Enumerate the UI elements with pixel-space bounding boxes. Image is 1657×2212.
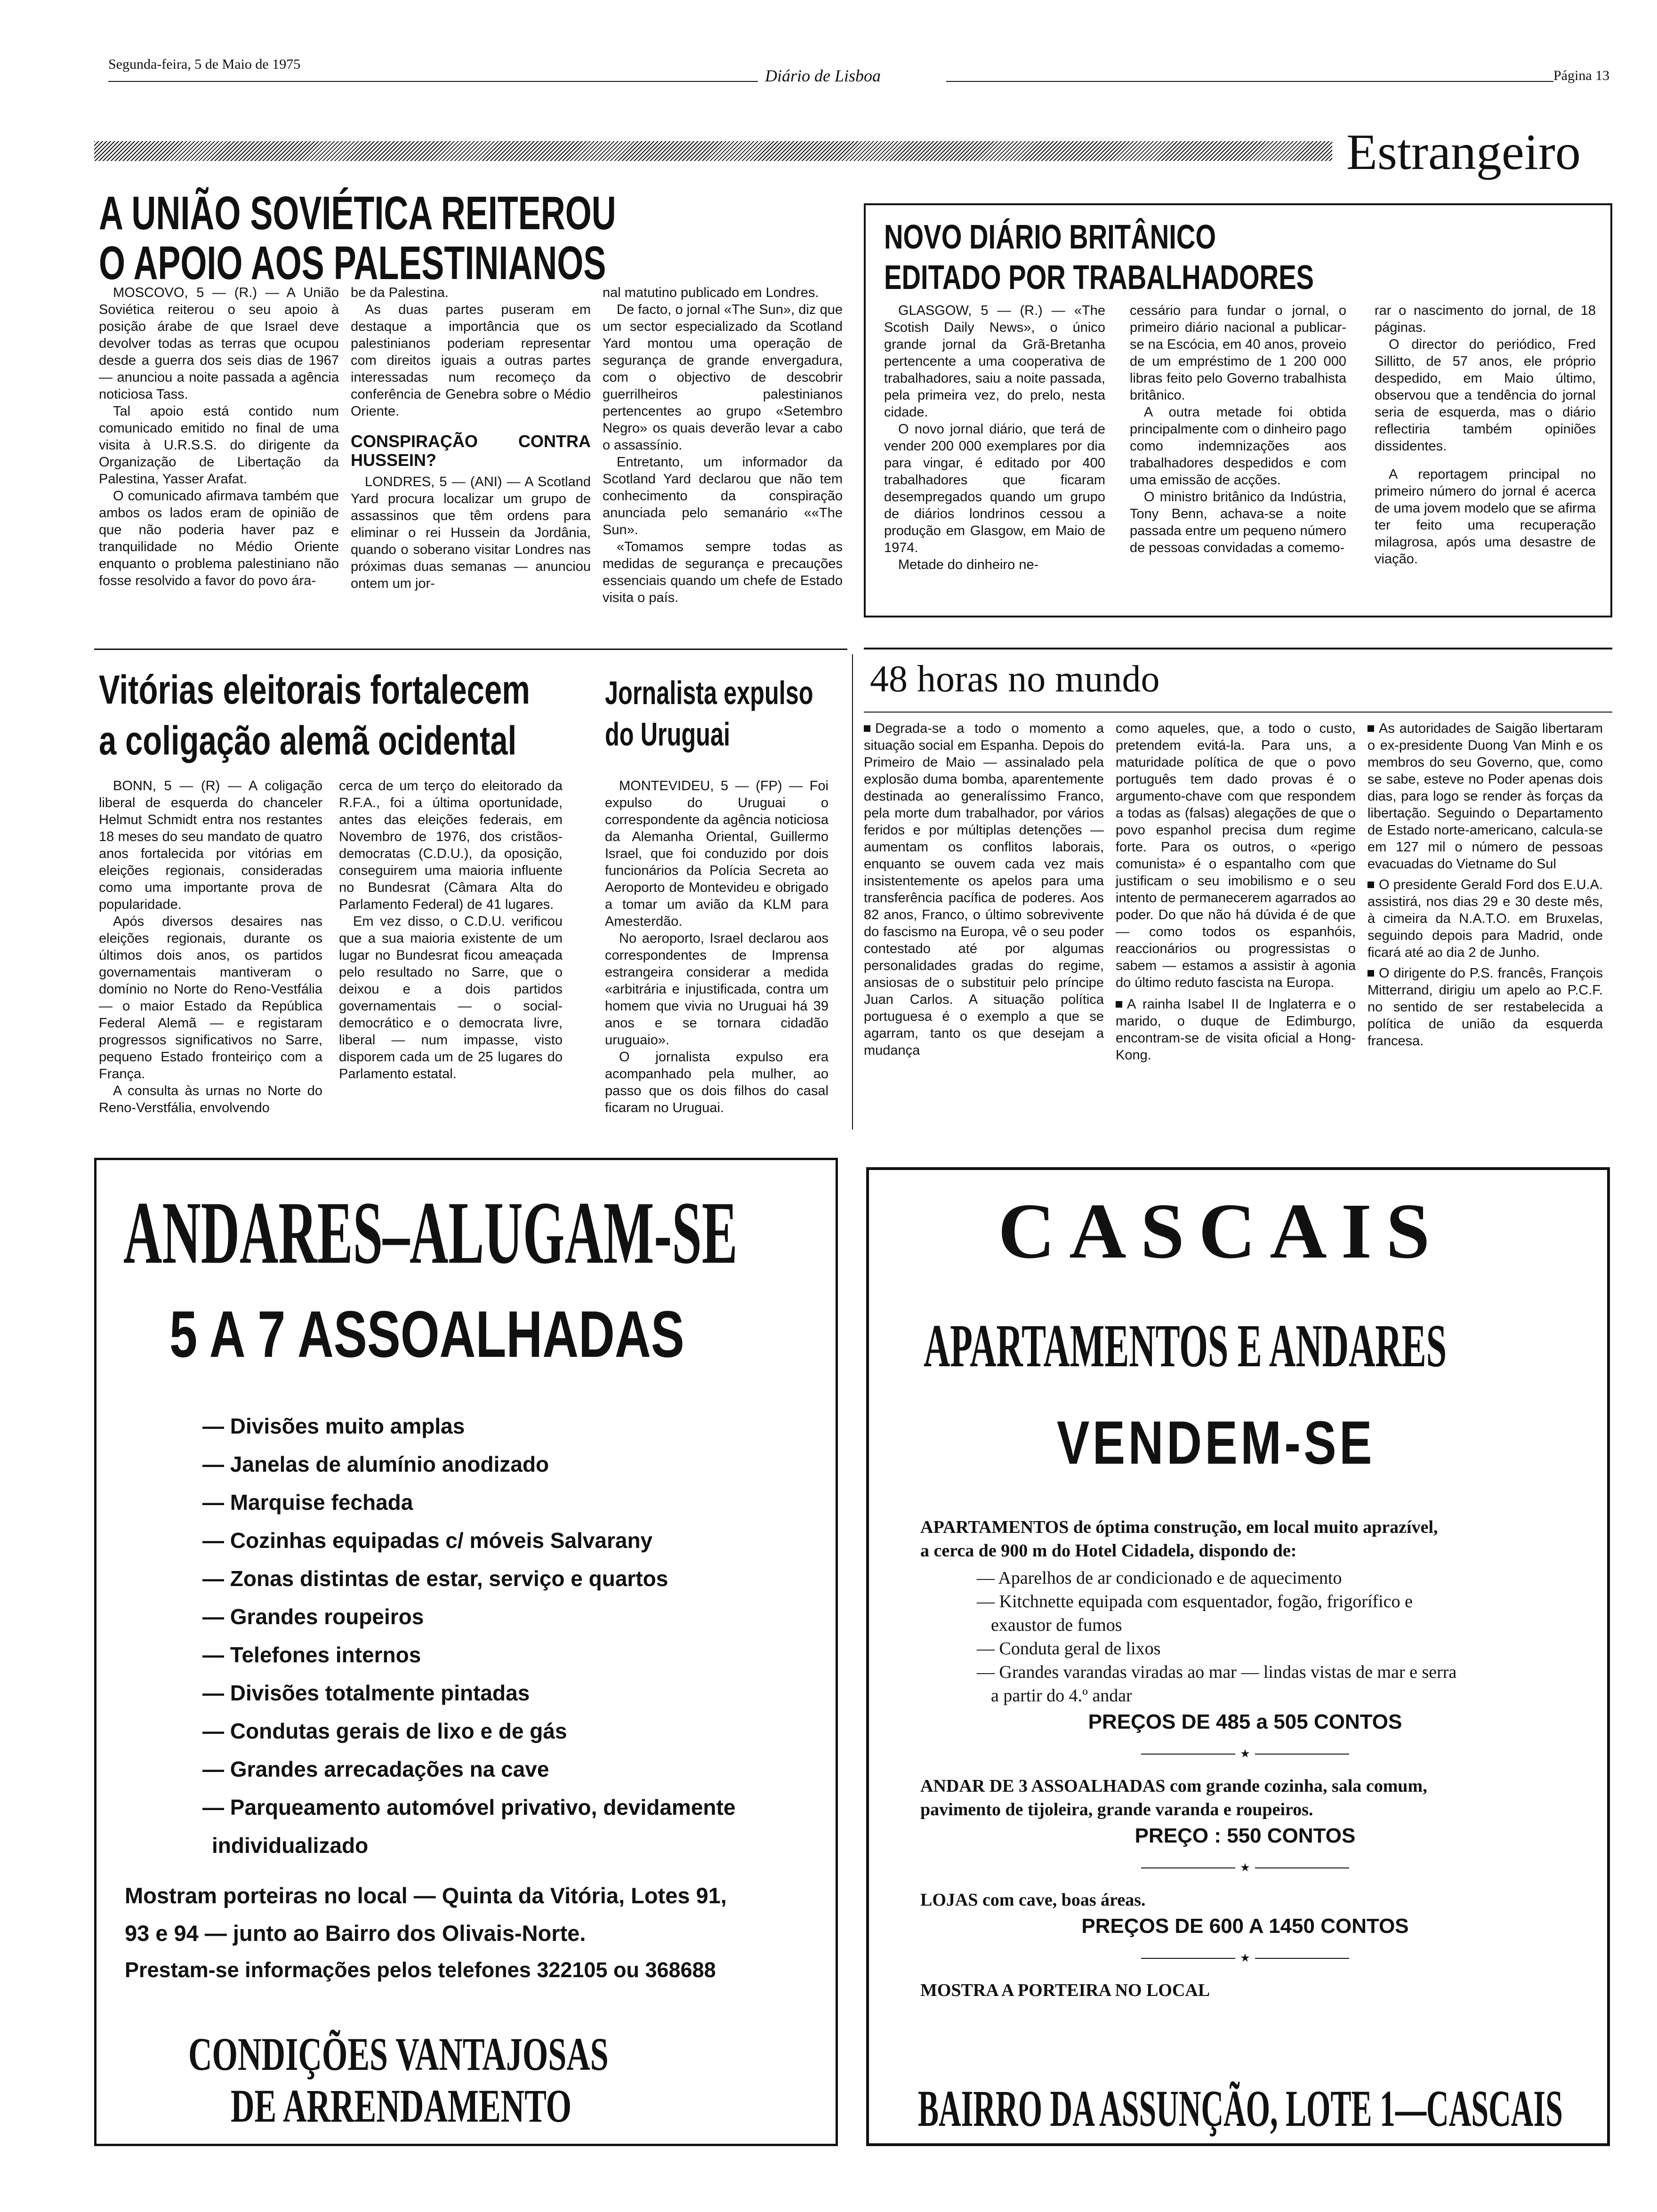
header-rule-right: [946, 81, 1553, 82]
ad-cascais-andar-line2: pavimento de tijoleira, grande varanda e roupeiros.: [920, 1800, 1313, 1819]
bulleted-paragraph: Degrada-se a todo o momento a situação social em Espanha. Depois do Primeiro de Maio — assinalado pela explosão duma bomba, aparentemente destinada ao generalíssimo Franco, pela morte dum trabalhador, por vários feridos e por múltiplas detenções — aumentam os conflitos laborais, enquanto se ouvem cada vez mais insistentemente os apelos para uma transferência pacífica de poderes. Aos 82 anos, Franco, o último sobrevivente do fascismo na Europa, vê o seu poder contestado até por algumas personalidades gradas do regime, ansiosas de o substituir pelo príncipe Juan Carlos. A situação política portuguesa é o exemplo a que se agarram, tanto os que desejam a mudança: [864, 721, 1104, 1058]
paragraph: cerca de um terço do eleitorado da R.F.A., foi a última oportunidade, antes das eleições federais, em Novembro de 1976, dos cristãos-democratas (C.D.U.), da oposição, conseguirem uma maioria influente no Bundesrat (Câmara Alta do Parlamento Federal) de 41 lugares.: [339, 778, 563, 912]
article-ussr-col2: [351, 284, 591, 592]
headline-germany-line2: a coligação alemã ocidental: [99, 718, 517, 763]
feature-item: — Janelas de alumínio anodizado: [202, 1452, 549, 1476]
paragraph: O director do periódico, Fred Sillitto, de 57 anos, ele próprio despedido, em Maio último, observou que a tendência do jornal seria de esquerda, mas o diário reflectiria também opiniões dissidentes.: [1375, 337, 1596, 454]
feature-item: — Condutas gerais de lixo e de gás: [202, 1719, 567, 1743]
bulleted-paragraph: O presidente Gerald Ford dos E.U.A. assistirá, nos dias 29 e 30 deste mês, à cimeira da N.A.T.O. em Bruxelas, seguindo depois para Madrid, onde ficará até ao dia 2 de Junho.: [1367, 877, 1603, 960]
section-hatch-bar: [94, 141, 1332, 161]
article-britain-col3: [1375, 302, 1596, 568]
paragraph: nal matutino publicado em Londres.: [603, 285, 819, 300]
ad-andares-visit-line1: Mostram porteiras no local — Quinta da Vitória, Lotes 91,: [125, 1883, 727, 1908]
headline-48h: 48 horas no mundo: [870, 658, 1160, 700]
masthead-name: Diário de Lisboa: [765, 66, 881, 85]
article-germany-col2: [339, 777, 563, 1082]
headline-britain-line2: EDITADO POR TRABALHADORES: [884, 259, 1314, 297]
ad-cascais-features: [920, 1566, 1570, 1707]
paragraph: A outra metade foi obtida principalmente com o dinheiro pago como indemnizações aos trabalhadores despedidos e com uma emissão de acções.: [1130, 405, 1346, 488]
feature-item: — Grandes varandas viradas ao mar — lindas vistas de mar e serra: [977, 1662, 1457, 1682]
feature-item: — Parqueamento automóvel privativo, devidamente: [202, 1795, 736, 1819]
bullet-square-icon: [864, 725, 870, 732]
headline-germany-line1: Vitórias eleitorais fortalecem: [99, 667, 530, 713]
paragraph: No aeroporto, Israel declarou aos correspondentes de Imprensa estrangeira considerar a medida «arbitrária e injustificada, contra um homem que vivia no Uruguai há 39 anos e se tornara cidadão uruguaio».: [605, 931, 828, 1048]
article-britain-col1: [884, 302, 1105, 573]
feature-item: — Conduta geral de lixos: [977, 1639, 1161, 1659]
ad-andares-footer-line2: DE ARRENDAMENTO: [231, 2080, 572, 2132]
subheading-conspiracy: CONSPIRAÇÃO CONTRA HUSSEIN?: [351, 432, 591, 470]
paragraph: MOSCOVO, 5 — (R.) — A União Soviética reiterou o seu apoio à posição árabe de que Israel deve devolver todas as terras que ocupou desde a guerra dos seis dias de 1967 — anunciou a noite passada a agência noticiosa Tass.: [99, 285, 339, 402]
ad-cascais-lojas: LOJAS com cave, boas áreas.: [920, 1890, 1146, 1910]
headline-britain-line1: NOVO DIÁRIO BRITÂNICO: [884, 218, 1216, 256]
ad-cascais-body: [920, 1515, 1570, 2002]
feature-item: individualizado: [212, 1833, 369, 1858]
paragraph: As duas partes puseram em destaque a importância que os palestinianos poderiam representar com direitos iguais a outras partes interessadas num recomeço da conferência de Genebra sobre o Médio Oriente.: [351, 302, 591, 419]
paragraph: BONN, 5 — (R) — A coligação liberal de esquerda do chanceler Helmut Schmidt entra nos restantes 18 meses do seu mandato de quatro anos fortalecida por vitórias em eleições regionais, consideradas como uma importante prova de popularidade.: [99, 778, 322, 912]
paragraph: como aqueles, que, a todo o custo, pretendem evitá-la. Para uns, a maturidade política de que o povo português tem dado provas é o argumento-chave com que respondem a todas as (falsas) alegações de que o povo espanhol precisa dum regime forte. Para os outros, o «perigo comunista» é o espantalho com que justificam o seu imobilismo e o seu intento de permanecerem agarrados ao poder. Do que não há dúvida é de que — como todos os espanhóis, reaccionários ou progressistas o sabem — estamos a assistir à agonia do último reduto fascista na Europa.: [1116, 721, 1356, 990]
feature-item: — Divisões muito amplas: [202, 1414, 465, 1438]
paragraph: Entretanto, um informador da Scotland Yard declarou que não tem conhecimento da conspiração anunciada pelo semanário ««The Sun».: [603, 455, 843, 537]
article-uruguay-col1: [605, 777, 828, 1116]
bulleted-paragraph: As autoridades de Saigão libertaram o ex-presidente Duong Van Minh e os membros do seu Governo, que, como se sabe, esteve no Poder apenas dois dias, para logo se render às forças da libertação. Seguindo o Departamento de Estado norte-americano, calcula-se em 127 mil o número de pessoas evacuadas do Vietname do Sul: [1367, 721, 1603, 872]
ad-cascais-footer: BAIRRO DA ASSUNÇÃO, LOTE 1—CASCAIS: [918, 2080, 1563, 2137]
paragraph: rar o nascimento do jornal, de 18 páginas.: [1375, 303, 1596, 335]
bullet-square-icon: [1367, 725, 1374, 732]
headline-ussr-line2: O APOIO AOS PALESTINIANOS: [99, 237, 606, 289]
paragraph: O novo jornal diário, que terá de vender 200 000 exemplares por dia para vingar, é editado por 400 trabalhadores que ficaram desempregados quando um grupo de diários londrinos cessou a produção em Glasgow, em Maio de 1974.: [884, 422, 1105, 555]
paragraph: Tal apoio está contido num comunicado emitido no final de uma visita à U.R.S.S. do dirigente da Organização de Libertação da Palestina, Yasser Arafat.: [99, 404, 339, 487]
headline-uruguay-line1: Jornalista expulso: [605, 674, 813, 711]
bullet-square-icon: [1367, 970, 1374, 977]
ad-andares-features: [202, 1407, 735, 1865]
feature-item: — Aparelhos de ar condicionado e de aquecimento: [977, 1568, 1342, 1588]
ad-cascais-porteira: MOSTRA A PORTEIRA NO LOCAL: [920, 1980, 1210, 2000]
ad-cascais-intro-line2: a cerca de 900 m do Hotel Cidadela, dispondo de:: [920, 1541, 1297, 1561]
headline-48h-rule: [864, 712, 1612, 713]
ad-cascais-subtitle-line2: VENDEM-SE: [1057, 1408, 1375, 1477]
paragraph: De facto, o jornal «The Sun», diz que um sector especializado da Scotland Yard montou uma operação de segurança de grande envergadura, com o objectivo de descobrir guerrilheiros palestinianos pertencentes ao grupo «Setembro Negro» os quais deverão levar a cabo o assassínio.: [603, 302, 843, 453]
article-ussr-col1: [99, 284, 339, 589]
article-ussr-col3: [603, 284, 843, 606]
feature-item: exaustor de fumos: [991, 1615, 1122, 1635]
paragraph: Em vez disso, o C.D.U. verificou que a sua maioria existente de um lugar no Bundesrat ficou ameaçada pelo resultado no Sarre, que o deixou e a dois partidos governamentais — o social-democrático e o democrata livre, liberal — num impasse, visto disporem cada um de 25 lugares do Parlamento estatal.: [339, 914, 563, 1082]
bullet-square-icon: [1367, 882, 1374, 888]
separator: [920, 1856, 1570, 1880]
paragraph: «Tomamos sempre todas as medidas de segurança e precauções essenciais quando um chefe de Estado visita o país.: [603, 539, 843, 605]
ad-cascais-price3: PREÇOS DE 600 A 1450 CONTOS: [1081, 1915, 1409, 1938]
feature-item: — Divisões totalmente pintadas: [202, 1681, 530, 1705]
ad-andares-subtitle: 5 A 7 ASSOALHADAS: [169, 1297, 684, 1371]
paragraph: be da Palestina.: [351, 285, 449, 300]
article-48h-col3: [1367, 720, 1603, 1050]
feature-item: a partir do 4.º andar: [991, 1686, 1132, 1706]
feature-item: — Grandes roupeiros: [202, 1604, 424, 1629]
ad-cascais-subtitle-line1: APARTAMENTOS E ANDARES: [924, 1312, 1447, 1380]
star-icon: ★: [1240, 1748, 1250, 1760]
bulleted-paragraph: A rainha Isabel II de Inglaterra e o marido, o duque de Edimburgo, encontram-se de visita oficial a Hong-Kong.: [1116, 997, 1356, 1063]
paragraph: MONTEVIDEU, 5 — (FP) — Foi expulso do Uruguai o correspondente da agência noticiosa da Alemanha Oriental, Guillermo Israel, que foi conduzido por dois funcionários da Polícia Secreta ao Aeroporto de Montevideu e obrigado a tomar um avião da KLM para Amesterdão.: [605, 778, 828, 929]
paragraph: A reportagem principal no primeiro número do jornal é acerca de uma jovem modelo que se afirma ter feito uma recuperação milagrosa, após uma desastre de viação.: [1375, 467, 1596, 567]
paragraph: Metade do dinheiro ne-: [898, 557, 1039, 572]
article-48h-col1: [864, 720, 1104, 1060]
paragraph: O jornalista expulso era acompanhado pela mulher, ao passo que os dois filhos do casal ficaram no Uruguai.: [605, 1050, 828, 1115]
feature-item: — Kitchnette equipada com esquentador, fogão, frigorífico e: [977, 1592, 1413, 1611]
paragraph: cessário para fundar o jornal, o primeiro diário nacional a publicar-se na Escócia, em 40 anos, proveio de um empréstimo de 1 200 000 libras feito pelo Governo trabalhista britânico.: [1130, 303, 1346, 403]
article-germany-col1: [99, 777, 322, 1116]
paragraph: O comunicado afirmava também que ambos os lados eram de opinião de que não poderia haver paz e tranquilidade no Médio Oriente enquanto o problema palestiniano não fosse resolvido a favor do povo ára-: [99, 489, 339, 588]
ad-andares-title: ANDARES–ALUGAM-SE: [123, 1184, 738, 1282]
paragraph: A consulta às urnas no Norte do Reno-Verstfália, envolvendo: [99, 1083, 322, 1115]
middle-rule-right: [864, 648, 1612, 649]
ad-cascais-andar-line1: ANDAR DE 3 ASSOALHADAS com grande cozinha, sala comum,: [920, 1776, 1427, 1796]
paragraph: GLASGOW, 5 — (R.) — «The Scotish Daily News», o único grande jornal da Grã-Bretanha pertencente a uma cooperativa de trabalhadores, saiu a noite passada, pela primeira vez, do prelo, nesta cidade.: [884, 303, 1105, 420]
middle-rule-left: [94, 649, 847, 650]
article-48h-col2: [1116, 720, 1356, 1065]
bulleted-paragraph: O dirigente do P.S. francês, François Mitterrand, dirigiu um apelo ao P.C.F. no sentido de ser restabelecida a política de união da esquerda francesa.: [1367, 966, 1603, 1049]
ad-cascais-title: CASCAIS: [998, 1187, 1444, 1275]
separator: [920, 1947, 1570, 1970]
bullet-square-icon: [1116, 1001, 1122, 1008]
ad-andares-footer-line1: CONDIÇÕES VANTAJOSAS: [188, 2028, 609, 2080]
article-britain-col2: [1130, 302, 1346, 556]
ad-cascais-price1: PREÇOS DE 485 a 505 CONTOS: [1088, 1710, 1402, 1733]
feature-item: — Cozinhas equipadas c/ móveis Salvarany: [202, 1528, 653, 1553]
star-icon: ★: [1240, 1862, 1250, 1874]
header-rule-left: [108, 81, 758, 82]
ad-cascais-price2: PREÇO : 550 CONTOS: [1134, 1824, 1356, 1847]
column-separator: [852, 654, 853, 1130]
paragraph: Após diversos desaires nas eleições regionais, durante os últimos dois anos, os partidos governamentais mantiveram o domínio no Norte do Reno-Vestfália — o maior Estado da República Federal Alemã — e registaram progressos significativos no Sarre, pequeno Estado fronteiriço com a França.: [99, 914, 322, 1082]
separator: [920, 1742, 1570, 1766]
issue-date: Segunda-feira, 5 de Maio de 1975: [108, 56, 301, 72]
feature-item: — Telefones internos: [202, 1643, 421, 1667]
star-icon: ★: [1240, 1952, 1250, 1964]
paragraph: LONDRES, 5 — (ANI) — A Scotland Yard procura localizar um grupo de assassinos que têm ordens para eliminar o rei Hussein da Jordânia, quando o soberano visitar Londres nas próximas duas semanas — anunciou ontem um jor-: [351, 474, 591, 591]
feature-item: — Marquise fechada: [202, 1490, 413, 1515]
paragraph: O ministro britânico da Indústria, Tony Benn, achava-se a noite passada entre um pequeno número de pessoas convidadas a comemo-: [1130, 489, 1346, 555]
headline-ussr-line1: A UNIÃO SOVIÉTICA REITEROU: [99, 187, 616, 240]
headline-uruguay-line2: do Uruguai: [605, 716, 730, 753]
ad-cascais-intro-line1: APARTAMENTOS de óptima construção, em local muito aprazível,: [920, 1517, 1438, 1537]
ad-andares-visit-line2: 93 e 94 — junto ao Bairro dos Olivais-Norte.: [125, 1921, 586, 1946]
feature-item: — Grandes arrecadações na cave: [202, 1757, 549, 1781]
ad-andares-phones: Prestam-se informações pelos telefones 322105 ou 368688: [125, 1958, 716, 1982]
section-title: Estrangeiro: [1346, 124, 1581, 180]
page-number: Página 13: [1553, 68, 1610, 83]
feature-item: — Zonas distintas de estar, serviço e quartos: [202, 1566, 668, 1591]
